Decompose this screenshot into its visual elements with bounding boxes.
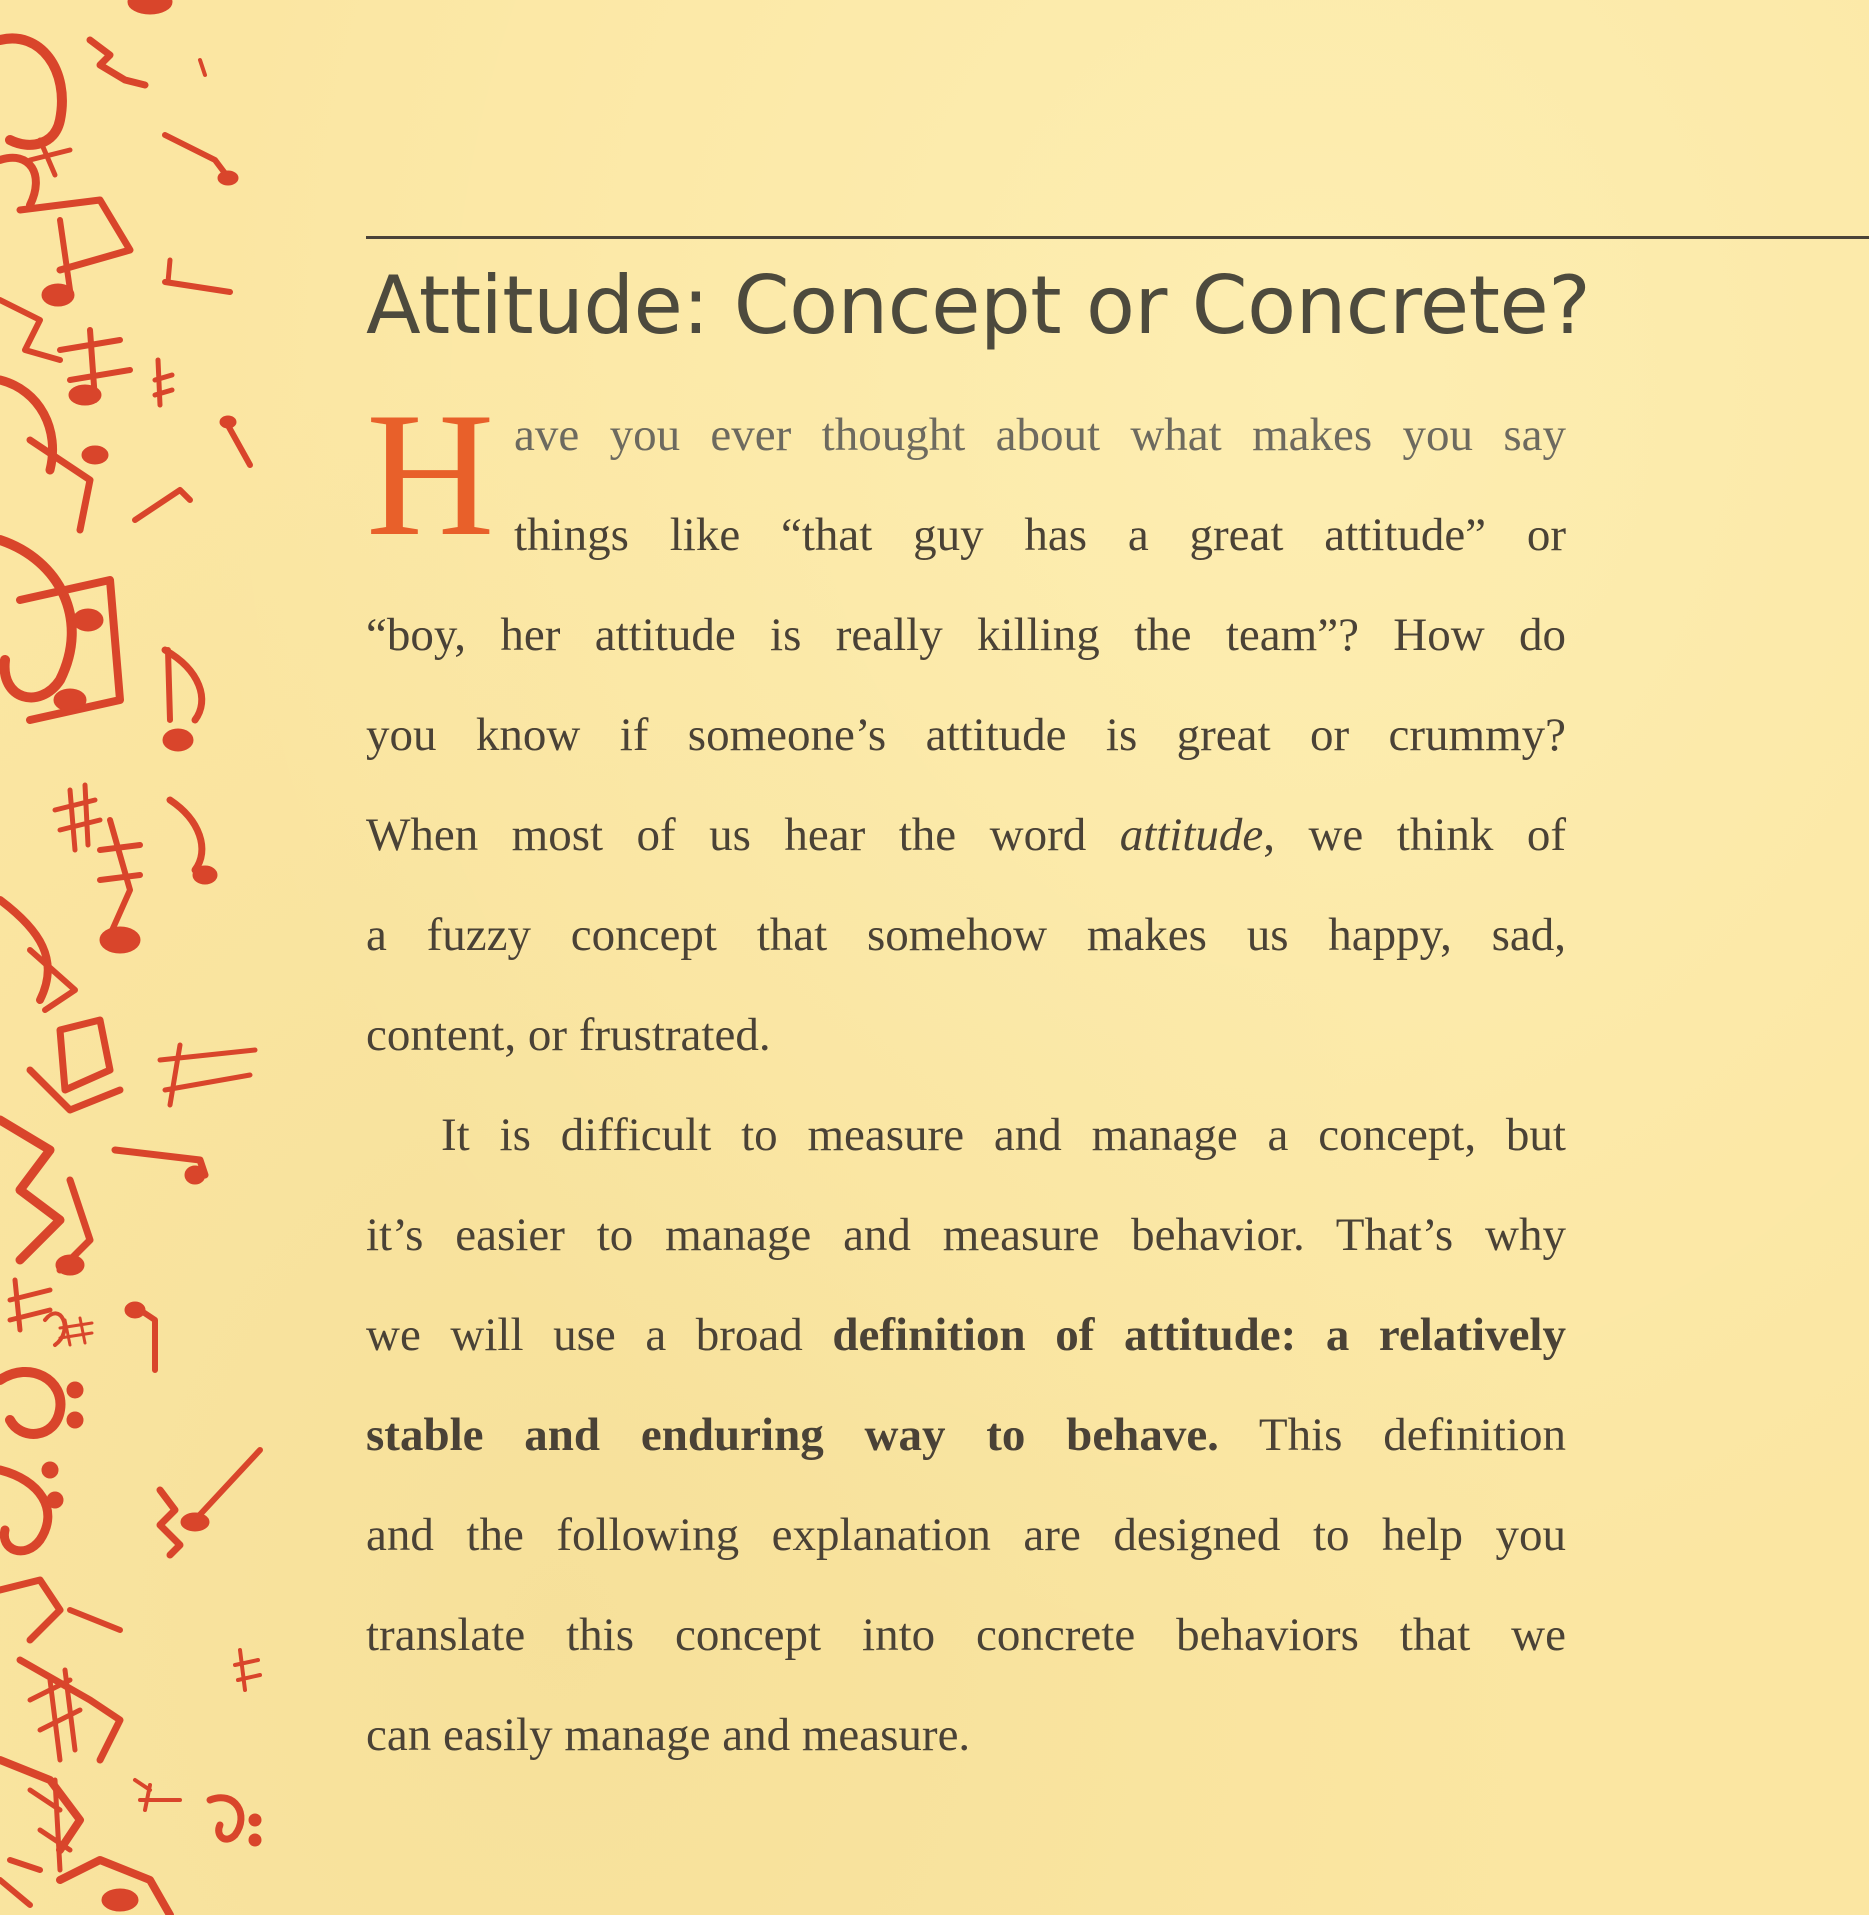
- line-text: This definition: [1218, 1409, 1566, 1461]
- line-text: translate this concept into concrete behaviors that we: [366, 1609, 1566, 1661]
- text-line: [366, 1485, 1566, 1585]
- text-line: [366, 1385, 1566, 1485]
- definition-bold-text: stable and enduring way to behave.: [366, 1409, 1219, 1461]
- drop-cap: H: [366, 375, 495, 573]
- line-text: It is difficult to measure and manage a concept, but: [441, 1109, 1566, 1161]
- line-text: When most of us hear the word: [366, 809, 1120, 861]
- body-text: [366, 375, 1566, 1785]
- text-line: [366, 1085, 1566, 1185]
- line-text: content, or frustrated.: [366, 1009, 771, 1061]
- line-text: things like “that guy has a great attitude” or: [514, 509, 1566, 561]
- line-text: and the following explanation are designed to help you: [366, 1509, 1566, 1561]
- page-heading: Attitude: Concept or Concrete?: [366, 259, 1591, 352]
- paragraph-2: [366, 1085, 1566, 1785]
- line-text: we will use a broad: [366, 1309, 833, 1361]
- text-line: [366, 585, 1566, 685]
- paragraph-1: [366, 375, 1566, 1085]
- line-text: “boy, her attitude is really killing the team”? How do: [366, 609, 1566, 661]
- text-line: [366, 885, 1566, 985]
- line-text: it’s easier to manage and measure behavior. That’s why: [366, 1209, 1566, 1261]
- text-line: [366, 985, 1566, 1085]
- line-text: a fuzzy concept that somehow makes us happy, sad,: [366, 909, 1566, 961]
- text-line: [366, 785, 1566, 885]
- text-line: [366, 485, 1566, 585]
- text-line: [366, 685, 1566, 785]
- line-text: you know if someone’s attitude is great or crummy?: [366, 709, 1566, 761]
- line-text: ave you ever thought about what makes you say: [514, 409, 1566, 461]
- text-line: [366, 1685, 1566, 1785]
- heading-rule: [366, 236, 1869, 239]
- line-text: , we think of: [1263, 809, 1566, 861]
- text-line: [366, 1185, 1566, 1285]
- definition-bold-text: definition of attitude: a relatively: [832, 1309, 1566, 1361]
- music-notes-border: [0, 0, 290, 1915]
- text-line: [366, 1585, 1566, 1685]
- text-line: [366, 1285, 1566, 1385]
- line-text: can easily manage and measure.: [366, 1709, 971, 1761]
- emphasis-word: attitude: [1119, 809, 1264, 861]
